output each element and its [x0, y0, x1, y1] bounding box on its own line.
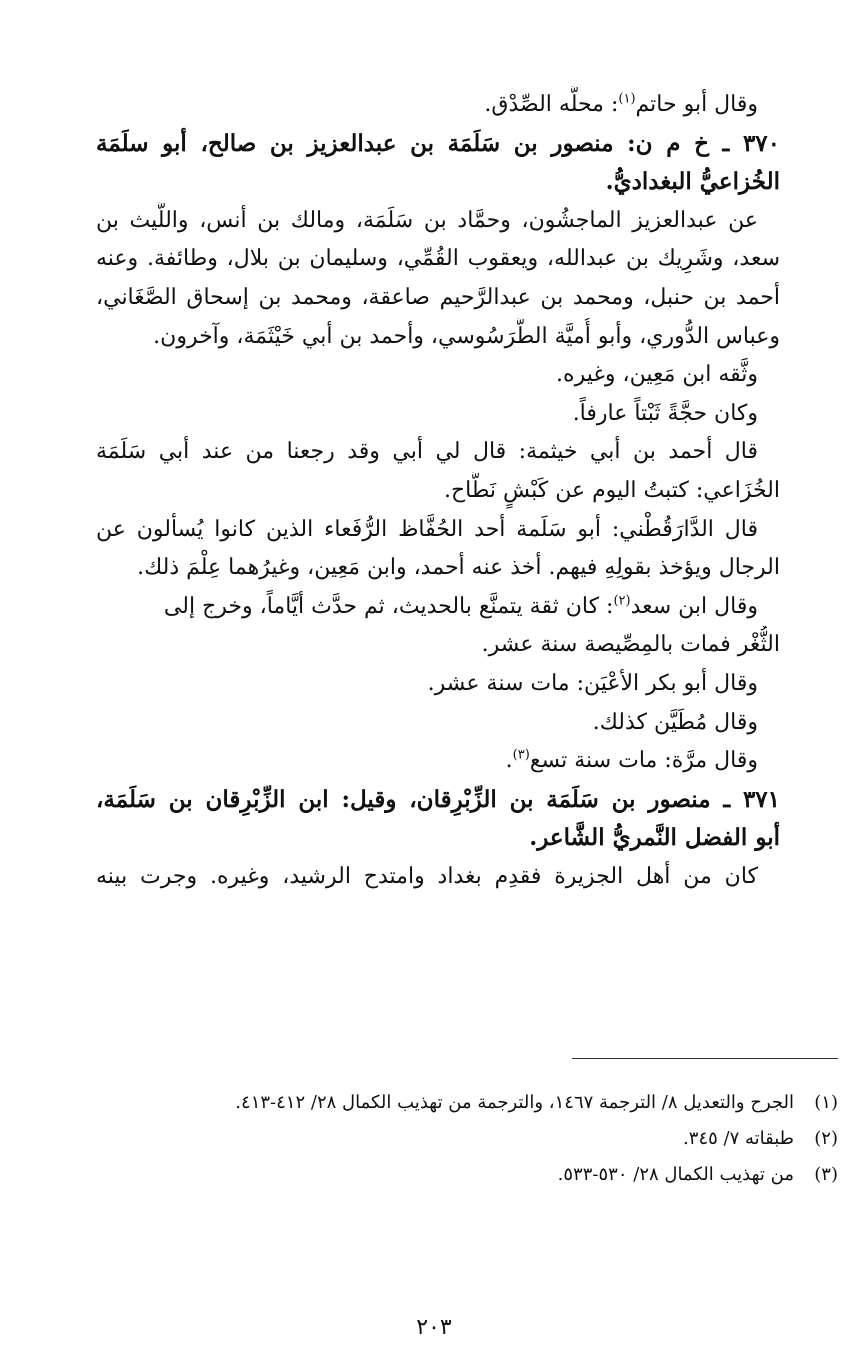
text-line: وعباس الدُّوري، وأبو أُميَّة الطَّرَسُوسي، وأحمد بن أبي خَيْثَمَة، وآخرون. — [153, 323, 780, 349]
entry-371-heading-cont: أبو الفضل النَّمريُّ الشَّاعر. — [529, 824, 780, 852]
footnotes — [60, 1085, 838, 1193]
footnote-text: من تهذيب الكمال ٢٨/ ٥٣٠-٥٣٣. — [557, 1164, 794, 1185]
text-line: أحمد بن حنبل، ومحمد بن عبدالرَّحيم صاعقة، ومحمد بن إسحاق الصَّغَاني، — [96, 284, 780, 310]
entry-370-heading-cont: الخُزاعيُّ البغداديُّ. — [605, 168, 780, 196]
footnote-text: طبقاته ٧/ ٣٤٥. — [683, 1128, 794, 1149]
text-line: وكان حجَّةً ثَبْتاً عارفاً. — [572, 400, 758, 426]
text-segment: : محلُّه الصِّدْق. — [484, 92, 619, 117]
text-line: سعد، وشَرِيك بن عبدالله، ويعقوب القُمِّي، وسليمان بن بلال، وطائفة. وعنه — [96, 246, 780, 272]
text-segment: وقال مرَّة: مات سنة تسع — [529, 748, 758, 774]
entry-371-heading: ٣٧١ ـ منصور بن سَلَمَة بن الزِّبْرِقان، وقيل: ابن الزِّبْرِقان بن سَلَمَة، — [96, 785, 780, 813]
main-text — [96, 86, 780, 986]
text-line: عن عبدالعزيز الماجشُون، وحمَّاد بن سَلَمَة، ومالك بن أنس، واللَّيث بن — [96, 207, 758, 233]
footnote-ref-1: (١) — [618, 91, 636, 107]
text-line: وقال مُطَيَّن كذلك. — [592, 709, 758, 735]
entry-370-heading: ٣٧٠ ـ خ م ن: منصور بن سَلَمَة بن عبدالعزيز بن صالح، أبو سلَمَة — [96, 129, 780, 157]
text-segment: وقال ابن سعد — [630, 593, 758, 619]
footnote-ref-2: (٢) — [613, 593, 631, 609]
text-segment: : كان ثقة يتمنَّع بالحديث، ثم حدَّث أيَّاماً، وخرج إلى — [163, 593, 614, 619]
footnote-divider — [572, 1058, 838, 1059]
text-line — [96, 588, 780, 627]
text-line — [96, 742, 780, 781]
footnote-number: (٣) — [814, 1164, 838, 1185]
footnote-item — [60, 1121, 838, 1157]
footnote-text: الجرح والتعديل ٨/ الترجمة ١٤٦٧، والترجمة من تهذيب الكمال ٢٨/ ٤١٢-٤١٣. — [235, 1092, 794, 1113]
footnote-number: (١) — [814, 1092, 838, 1113]
text-segment: . — [505, 748, 513, 774]
footnote-number: (٢) — [814, 1128, 838, 1149]
text-line: وقال أبو بكر الأعْيَن: مات سنة عشر. — [427, 670, 758, 696]
footnote-ref-3: (٣) — [512, 747, 530, 763]
text-segment: وقال أبو حاتم — [635, 92, 758, 117]
text-line: قال أحمد بن أبي خيثمة: قال لي أبي وقد رجعنا من عند أبي سَلَمَة — [96, 439, 758, 465]
text-line: الثُّغْر فمات بالمِصِّيصة سنة عشر. — [481, 632, 780, 658]
text-line: الرجال ويؤخذ بقولِهِ فيهم. أخذ عنه أحمد، وابن مَعِين، وغيرُهما عِلْمَ ذلك. — [137, 555, 780, 581]
page-number: ٢٠٣ — [416, 1315, 452, 1340]
text-line: قال الدَّارَقُطْني: أبو سَلَمة أحد الحُفَّاظ الرُّفَعاء الذين كانوا يُسألون عن — [96, 516, 758, 542]
text-line: وثَّقه ابن مَعِين، وغيره. — [556, 362, 758, 388]
footnote-item — [60, 1085, 838, 1121]
text-line: الخُزَاعي: كتبتُ اليوم عن كَبْشٍ نَطَّاح. — [443, 477, 780, 503]
text-line: كان من أهل الجزيرة فقدِم بغداد وامتدح الرشيد، وغيره. وجرت بينه — [96, 863, 758, 889]
footnote-item — [60, 1157, 838, 1193]
text-line — [96, 86, 780, 125]
